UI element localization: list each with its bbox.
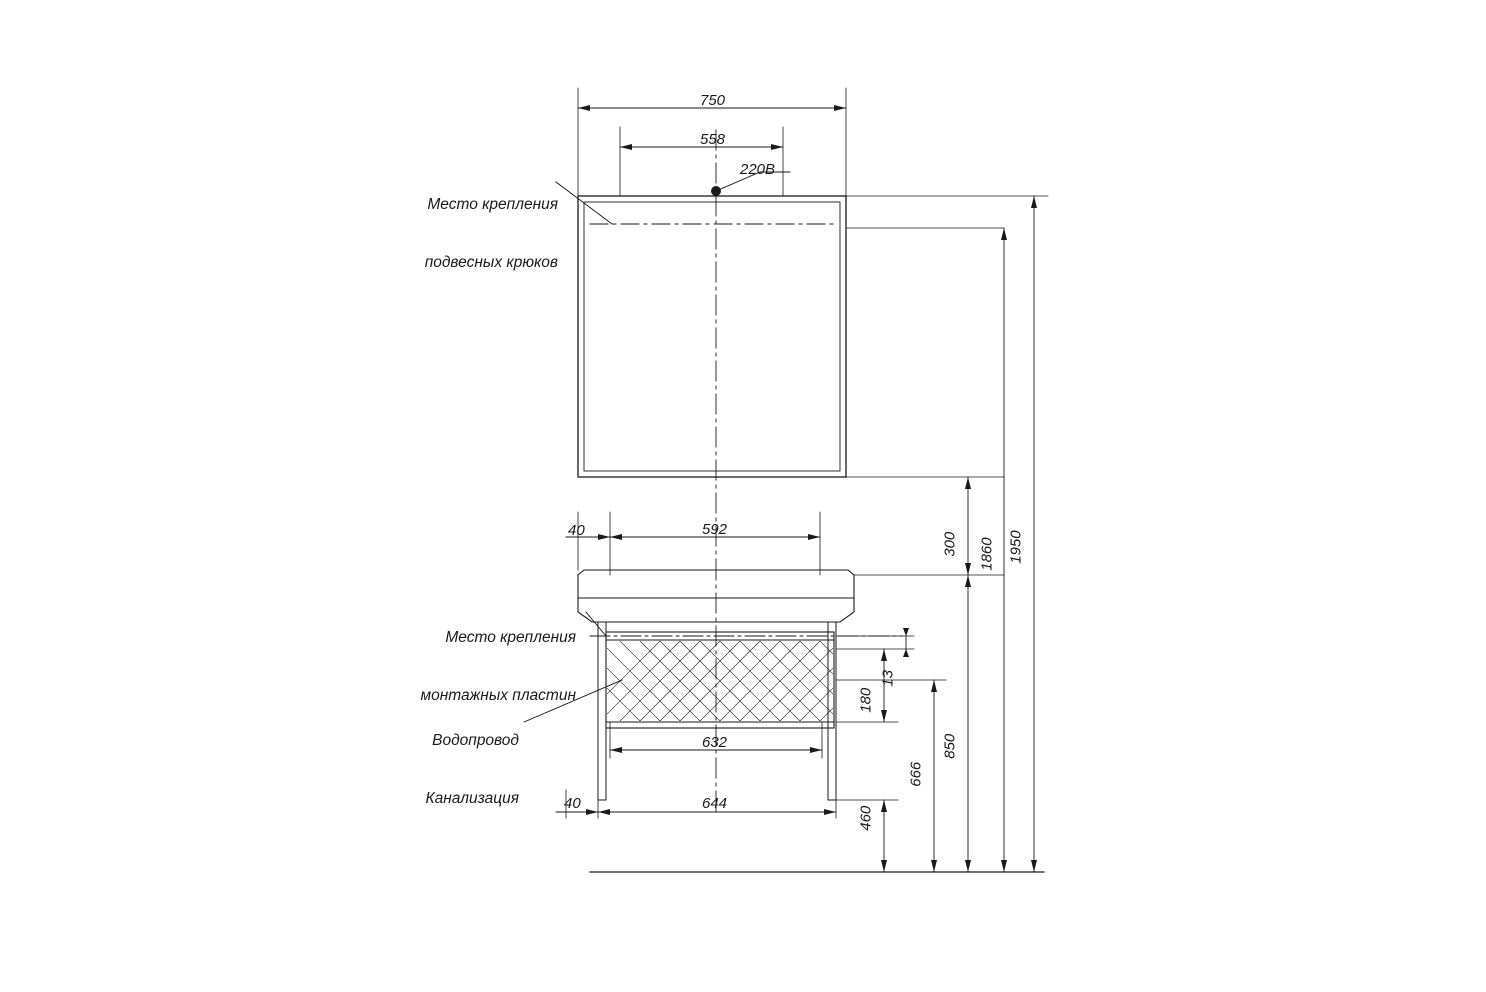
dim-label-592: 592 — [702, 521, 728, 538]
dim-label-40-bottom: 40 — [564, 795, 581, 812]
note-water-sewer-line2: Канализация — [425, 789, 519, 807]
mirror-outline — [578, 196, 846, 477]
note-plate-mounting-line1: Место крепления — [445, 628, 576, 646]
note-hook-mounting-line1: Место крепления — [427, 195, 558, 213]
dim-13 — [903, 628, 909, 657]
cabinet-side-panels — [598, 622, 836, 800]
note-water-sewer-line1: Водопровод — [432, 731, 519, 749]
callout-power-220v: 220B — [740, 161, 776, 178]
dim-1950 — [1031, 196, 1037, 872]
dim-label-750: 750 — [700, 92, 726, 109]
note-hook-mounting — [398, 156, 558, 311]
dim-460 — [881, 800, 887, 872]
dim-label-644: 644 — [702, 795, 728, 812]
dim-label-850: 850 — [941, 733, 959, 759]
note-water-sewer — [399, 692, 519, 847]
dim-666 — [931, 680, 937, 872]
dim-label-300: 300 — [941, 531, 959, 557]
dim-label-666: 666 — [907, 761, 925, 787]
cabinet-outline — [606, 632, 834, 728]
dim-label-1860: 1860 — [978, 537, 996, 571]
dim-300 — [965, 477, 971, 575]
note-plate-mounting-line2: монтажных пластин — [420, 686, 576, 704]
dim-label-40-top: 40 — [568, 522, 585, 539]
dim-label-1950: 1950 — [1007, 530, 1025, 564]
dim-label-460: 460 — [857, 805, 875, 831]
dim-label-13: 13 — [879, 670, 897, 687]
dim-label-180: 180 — [857, 687, 875, 713]
note-hook-mounting-line2: подвесных крюков — [424, 253, 558, 271]
dim-850 — [965, 575, 971, 872]
plate-mounting-leader — [586, 612, 606, 636]
counter-dim-extensions — [578, 512, 820, 575]
dim-label-632: 632 — [702, 734, 728, 751]
dim-label-558: 558 — [700, 131, 726, 148]
